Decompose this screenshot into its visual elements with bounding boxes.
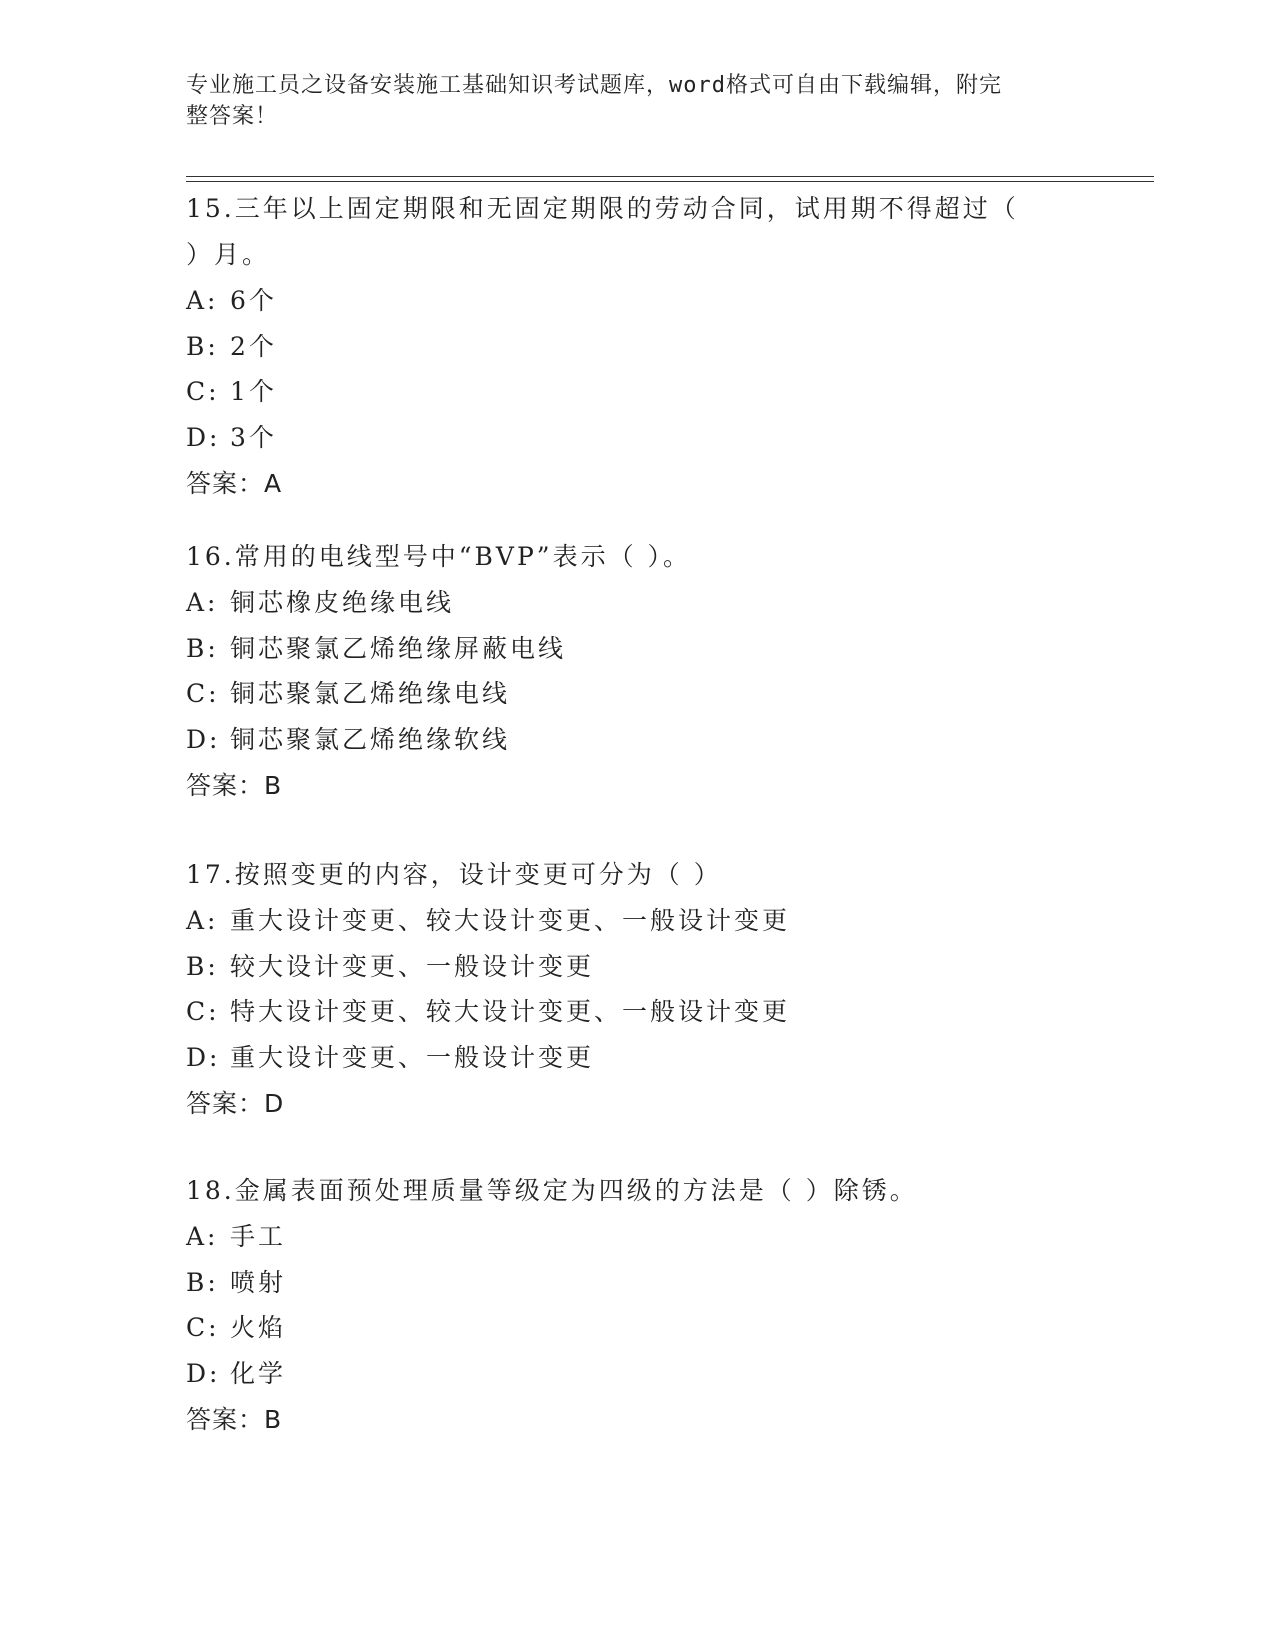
option-text: 较大设计变更、一般设计变更 xyxy=(230,951,595,981)
option-b xyxy=(186,324,1066,370)
option-text: 铜芯聚氯乙烯绝缘电线 xyxy=(230,679,511,709)
question-18 xyxy=(186,1168,1066,1443)
option-letter: B: xyxy=(186,331,219,361)
option-text: 火焰 xyxy=(230,1313,287,1343)
option-letter: A: xyxy=(186,1222,219,1251)
option-c xyxy=(186,369,1066,415)
option-letter: B: xyxy=(186,951,219,981)
option-b xyxy=(186,1260,1066,1306)
option-text: 1个 xyxy=(230,377,277,407)
option-letter: A: xyxy=(186,286,219,315)
option-letter: D: xyxy=(186,1043,221,1073)
question-stem-continued: ）月。 xyxy=(186,240,271,269)
option-letter: D: xyxy=(186,725,221,755)
question-stem: 15.三年以上固定期限和无固定期限的劳动合同，试用期不得超过（ xyxy=(186,194,1019,223)
option-d xyxy=(186,717,1066,763)
question-15 xyxy=(186,186,1066,507)
option-a xyxy=(186,898,1066,944)
option-d xyxy=(186,1351,1066,1397)
option-letter: D: xyxy=(186,423,221,453)
question-17 xyxy=(186,852,1066,1127)
option-text: 特大设计变更、较大设计变更、一般设计变更 xyxy=(230,997,791,1027)
answer: 答案：B xyxy=(186,1404,283,1434)
option-text: 铜芯聚氯乙烯绝缘屏蔽电线 xyxy=(230,633,567,663)
document-header xyxy=(186,70,1086,132)
option-b xyxy=(186,626,1066,672)
option-letter: B: xyxy=(186,1267,219,1297)
option-letter: C: xyxy=(186,1313,220,1343)
option-d xyxy=(186,1035,1066,1081)
option-c xyxy=(186,671,1066,717)
header-rule-top xyxy=(186,176,1154,177)
option-letter: C: xyxy=(186,377,220,407)
header-line-2: 整答案！ xyxy=(186,104,279,129)
option-b xyxy=(186,944,1066,990)
option-a xyxy=(186,580,1066,626)
option-letter: B: xyxy=(186,633,219,663)
header-line-1: 专业施工员之设备安装施工基础知识考试题库，word格式可自由下载编辑，附完 xyxy=(186,73,1002,98)
answer: 答案：D xyxy=(186,1088,285,1118)
option-c xyxy=(186,1305,1066,1351)
option-a xyxy=(186,1214,1066,1260)
question-stem: 17.按照变更的内容，设计变更可分为（ ） xyxy=(186,860,722,889)
option-text: 2个 xyxy=(230,331,277,361)
option-text: 喷射 xyxy=(230,1267,287,1297)
option-letter: C: xyxy=(186,997,220,1027)
question-16 xyxy=(186,534,1066,809)
option-text: 铜芯橡皮绝缘电线 xyxy=(230,588,455,617)
header-rule-bottom xyxy=(186,181,1154,182)
option-a xyxy=(186,278,1066,324)
question-stem: 18.金属表面预处理质量等级定为四级的方法是（ ）除锈。 xyxy=(186,1176,918,1205)
option-letter: A: xyxy=(186,906,219,935)
option-letter: C: xyxy=(186,679,220,709)
option-text: 铜芯聚氯乙烯绝缘软线 xyxy=(230,725,511,755)
option-letter: D: xyxy=(186,1359,221,1389)
option-text: 重大设计变更、较大设计变更、一般设计变更 xyxy=(230,906,791,935)
option-letter: A: xyxy=(186,588,219,617)
option-text: 重大设计变更、一般设计变更 xyxy=(230,1043,595,1073)
answer: 答案：B xyxy=(186,770,283,800)
option-text: 6个 xyxy=(230,286,277,315)
question-stem: 16.常用的电线型号中“BVP”表示（ ）。 xyxy=(186,542,692,571)
option-c xyxy=(186,989,1066,1035)
answer: 答案：A xyxy=(186,468,283,498)
option-d xyxy=(186,415,1066,461)
option-text: 手工 xyxy=(230,1222,287,1251)
option-text: 3个 xyxy=(230,423,277,453)
option-text: 化学 xyxy=(230,1359,287,1389)
